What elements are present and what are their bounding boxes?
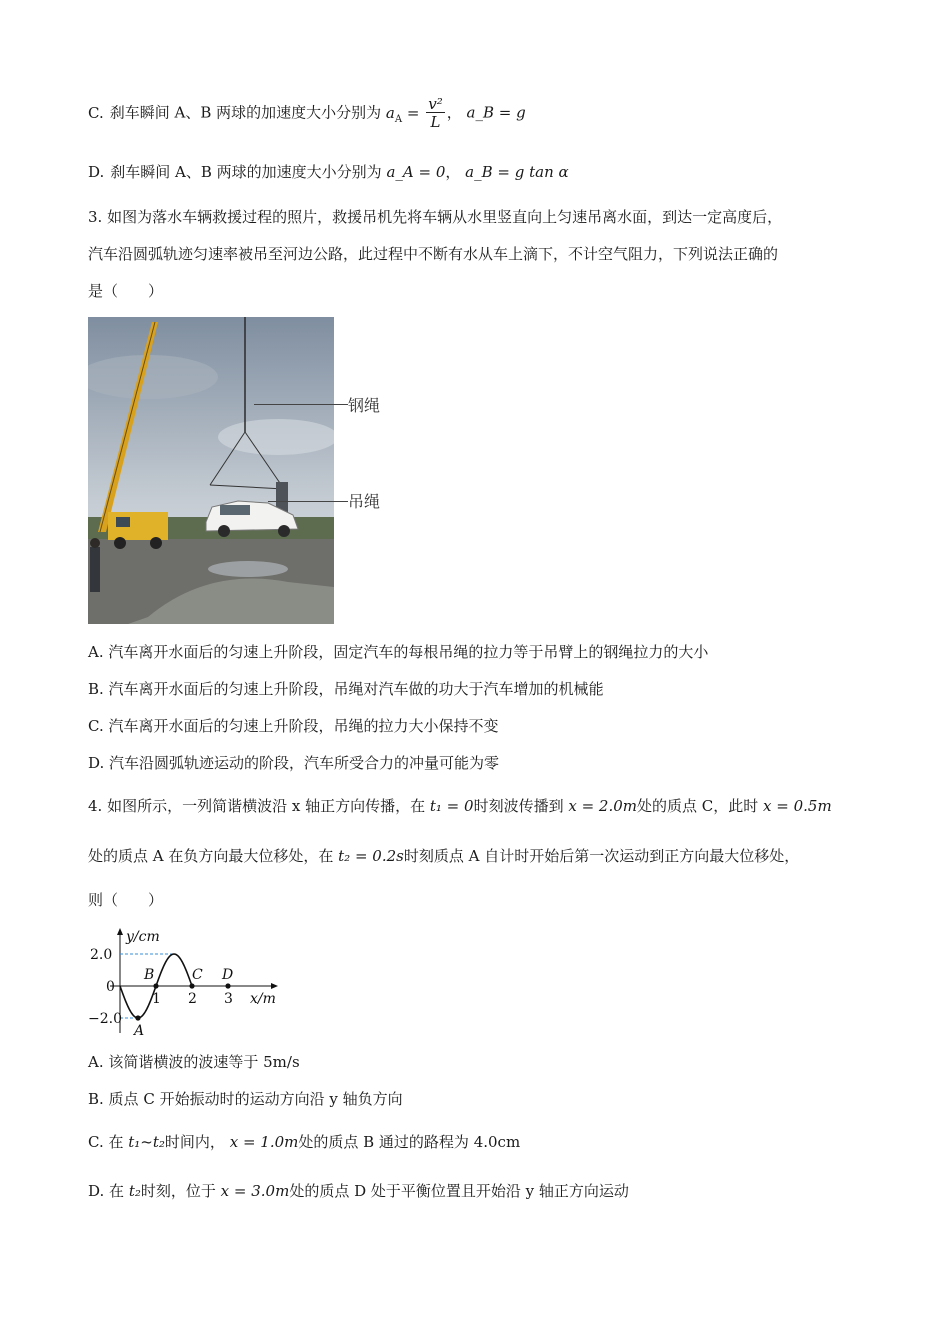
crane-rescue-illustration [88,317,334,624]
q4-option-d [88,1180,629,1202]
x-tick-3: 3 [224,991,233,1007]
option-prefix: D. [88,163,105,181]
x-tick-1: 1 [152,991,161,1007]
q4-stem-line-1 [88,795,832,817]
acceleration-a-zero: a_A = 0 [386,163,446,181]
option-text: 时间内， [164,1133,225,1151]
steel-cable-label: 钢绳 [348,396,381,415]
option-text: 时刻，位于 [140,1182,216,1200]
point-d-label: D [222,967,234,983]
q3-option-d: D. 汽车沿圆弧轨迹运动的阶段，汽车所受合力的冲量可能为零 [88,754,500,772]
y-tick-2: 2.0 [90,947,113,963]
crane-rescue-photo [88,317,334,624]
x-equation-d: x = 3.0m [220,1182,290,1200]
q2-option-d: D. 刹车瞬间 A、B 两球的加速度大小分别为 a_A = 0， a_B = g tan α [88,163,569,181]
steel-cable-leader [254,404,348,405]
q4-stem-text: 处的质点 C，此时 [637,797,759,815]
x-tick-2: 2 [188,991,197,1007]
option-text: C. 在 [88,1133,124,1151]
y-axis-arrow [117,928,123,935]
option-text: 刹车瞬间 A、B 两球的加速度大小分别为 [109,103,382,122]
acceleration-a-formula: $a_A$ = [385,103,420,125]
option-text: 处的质点 D 处于平衡位置且开始沿 y 轴正方向运动 [289,1182,629,1200]
q3-option-b: B. 汽车离开水面后的匀速上升阶段，吊绳对汽车做的功大于汽车增加的机械能 [88,680,604,698]
hanging-rope-label: 吊绳 [348,492,381,511]
point-a-label: A [134,1023,145,1037]
q4-stem-line-3: 则（ ） [88,891,164,909]
t2-symbol: t₂ [128,1182,141,1200]
q3-option-c: C. 汽车离开水面后的匀速上升阶段，吊绳的拉力大小保持不变 [88,717,499,735]
q4-stem-text: 时刻波传播到 [473,797,564,815]
x-axis-arrow [271,983,278,989]
point-c [189,983,194,988]
x-equation-c: x = 2.0m [568,797,638,815]
q3-stem-line-1: 3. 如图为落水车辆救援过程的照片，救援吊机先将车辆从水里竖直向上匀速吊离水面，到达一定高度后， [88,208,783,226]
x-equation-a: x = 0.5m [763,797,832,815]
y-tick-0: 0 [106,979,115,995]
q4-stem-line-2 [88,845,799,867]
fraction-denominator: L [430,113,441,131]
y-tick-neg2: −2.0 [88,1011,122,1027]
option-text: D. 在 [88,1182,125,1200]
option-prefix: C. [88,103,104,122]
y-axis-label: y/cm [126,929,160,945]
point-d [225,983,230,988]
q4-stem-text: 4. 如图所示，一列简谐横波沿 x 轴正方向传播，在 [88,797,426,815]
point-a [135,1015,140,1020]
acceleration-b-formula: a_B = g [466,103,526,122]
q4-option-b: B. 质点 C 开始振动时的运动方向沿 y 轴负方向 [88,1090,403,1108]
photo-labels [334,317,454,624]
time-interval: t₁~t₂ [128,1133,165,1151]
t2-equation: t₂ = 0.2s [338,847,404,865]
q3-option-a: A. 汽车离开水面后的匀速上升阶段，固定汽车的每根吊绳的拉力等于吊臂上的钢绳拉力的大小 [88,643,709,661]
option-text: 刹车瞬间 A、B 两球的加速度大小分别为 [110,163,382,181]
q4-option-c [88,1131,520,1153]
point-b [153,983,158,988]
q3-stem-line-3: 是（ ） [88,282,164,300]
acceleration-b-tan: a_B = g tan α [465,163,569,181]
t1-equation: t₁ = 0 [429,797,474,815]
q4-stem-text: 时刻质点 A 自计时开始后第一次运动到正方向最大位移处， [403,847,800,865]
point-c-label: C [192,967,203,983]
point-b-label: B [144,967,155,983]
q4-stem-text: 处的质点 A 在负方向最大位移处，在 [88,847,334,865]
hanging-rope-leader [268,501,348,502]
fraction-v2-over-l [426,96,445,131]
option-text: 处的质点 B 通过的路程为 4.0cm [298,1133,521,1151]
x-equation-b: x = 1.0m [229,1133,299,1151]
q3-stem-line-2: 汽车沿圆弧轨迹匀速率被吊至河边公路，此过程中不断有水从车上滴下，不计空气阻力，下列说法正确的 [88,245,779,263]
wave-graph [88,925,298,1037]
q2-option-c: C. 刹车瞬间 A、B 两球的加速度大小分别为 $a_A$ = $\frac{\text{v²}}{L}$ ， a_B = g [88,95,526,131]
fraction-numerator: v² [428,95,443,113]
q4-option-a: A. 该简谐横波的波速等于 5m/s [88,1053,300,1071]
x-axis-label: x/m [250,991,276,1007]
